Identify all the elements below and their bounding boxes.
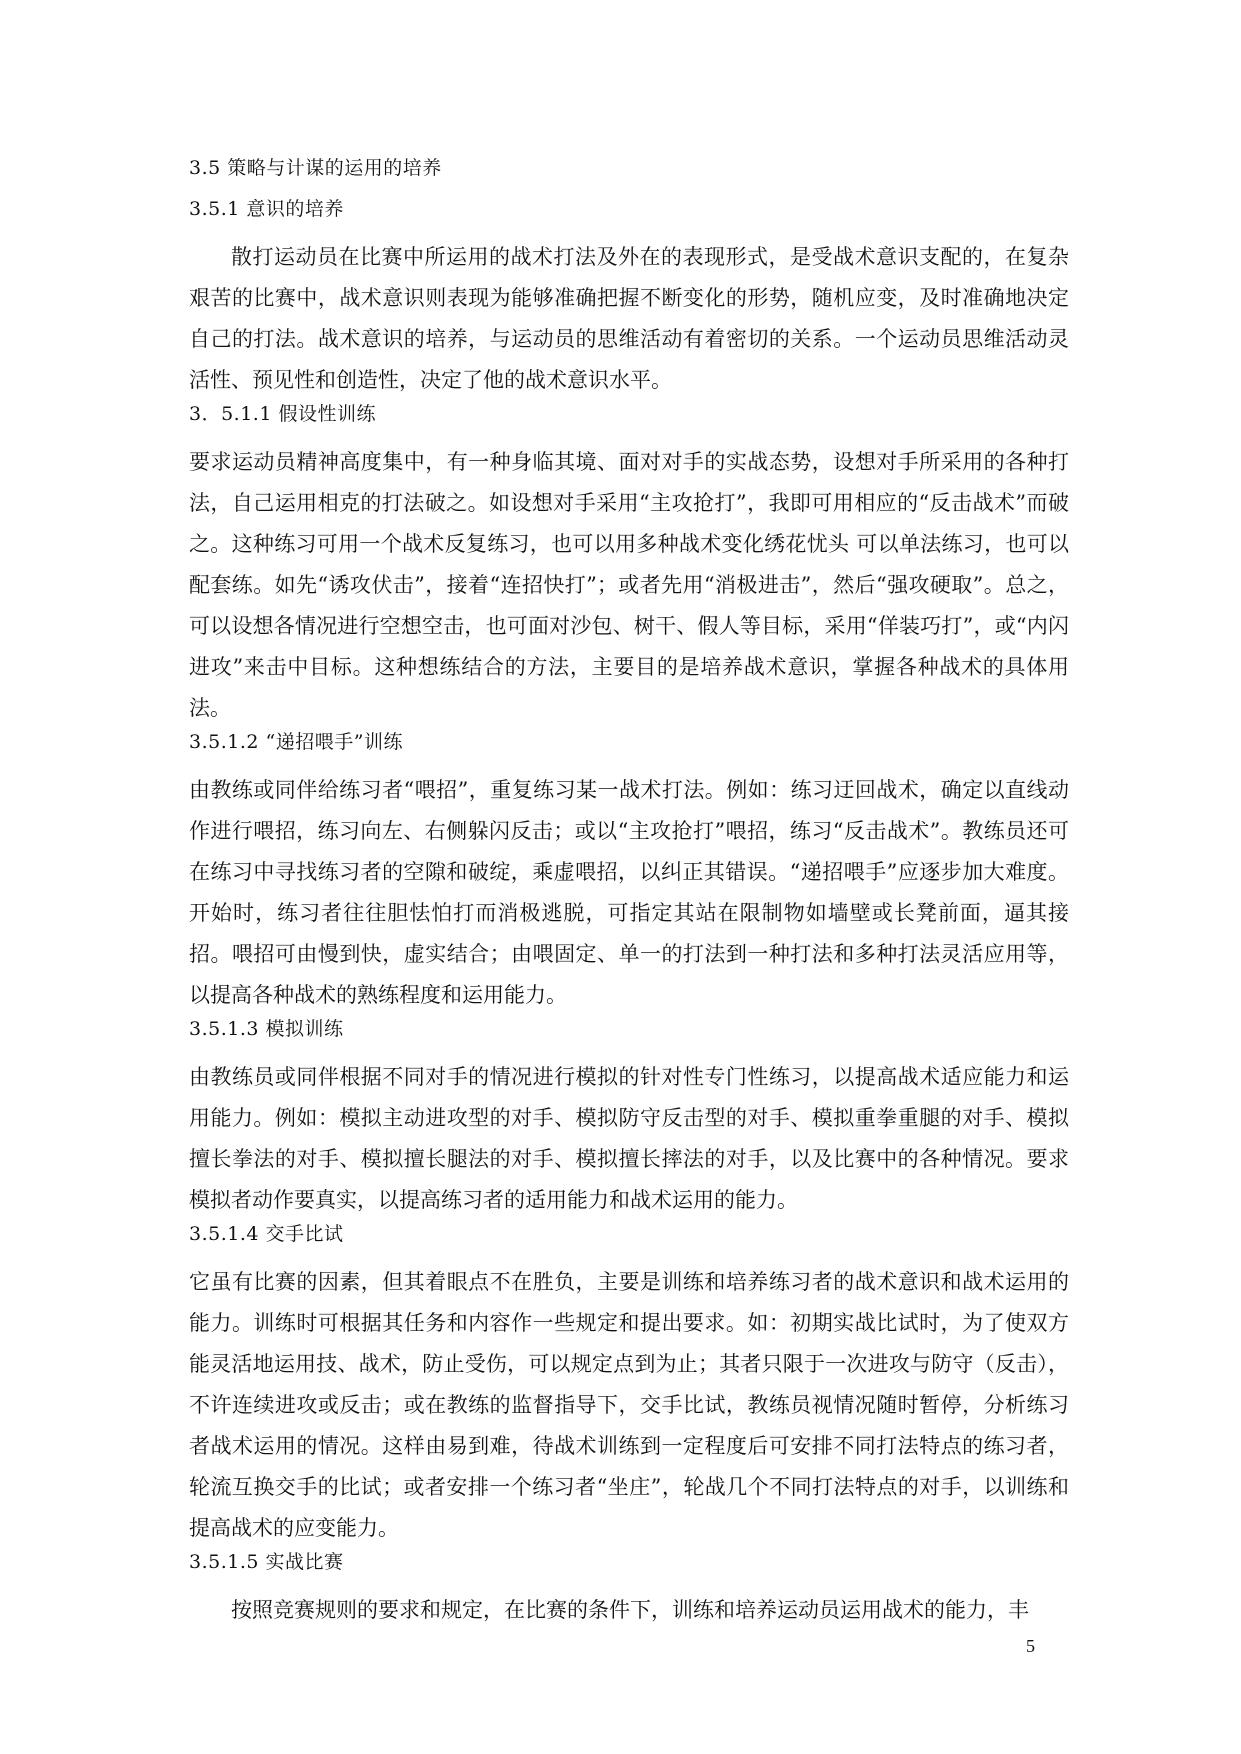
body-paragraph: 要求运动员精神高度集中，有一种身临其境、面对对手的实战态势，设想对手所采用的各种打法，自己运用相克的打法破之。如设想对手采用“主攻抢打”，我即可用相应的“反击战术”而破之。这种练习可用一个战术反复练习，也可以用多种战术变化绣花忧头 可以单法练习，也可以配套练。如先“诱攻伏击”，接着“连招快打”；或者先用“消极进击”，然后“强攻硬取”。总之，可以设想各情况进行空想空击，也可面对沙包、树干、假人等目标，采用“佯装巧打”，或“内闪进攻”来击中目标。这种想练结合的方法，主要目的是培养战术意识，掌握各种战术的具体用法。	[189, 450, 1069, 720]
body-paragraph: 由教练或同伴给练习者“喂招”，重复练习某一战术打法。例如：练习迂回战术，确定以直线动作进行喂招，练习向左、右侧躲闪反击；或以“主攻抢打”喂招，练习“反击战术”。教练员还可在练习中寻找练习者的空隙和破绽，乘虚喂招，以纠正其错误。“递招喂手”应逐步加大难度。开始时，练习者往往胆怯怕打而消极逃脱，可指定其站在限制物如墙壁或长凳前面，逼其接招。喂招可由慢到快，虚实结合；由喂固定、单一的打法到一种打法和多种打法灵活应用等，以提高各种战术的熟练程度和运用能力。	[189, 778, 1069, 1007]
section-heading: 3．5.1.1 假设性训练	[189, 403, 376, 425]
section-heading: 3.5.1.3 模拟训练	[189, 1018, 344, 1040]
page-number: 5	[1026, 1636, 1035, 1656]
section-heading: 3.5.1.5 实战比赛	[189, 1551, 344, 1573]
body-paragraph: 它虽有比赛的因素，但其着眼点不在胜负，主要是训练和培养练习者的战术意识和战术运用的能力。训练时可根据其任务和内容作一些规定和提出要求。如：初期实战比试时，为了使双方能灵活地运用技、战术，防止受伤，可以规定点到为止；其者只限于一次进攻与防守（反击），不许连续进攻或反击；或在教练的监督指导下，交手比试，教练员视情况随时暂停，分析练习者战术运用的情况。这样由易到难，待战术训练到一定程度后可安排不同打法特点的练习者，轮流互换交手的比试；或者安排一个练习者“坐庄”，轮战几个不同打法特点的对手，以训练和提高战术的应变能力。	[189, 1270, 1069, 1540]
body-paragraph: 由教练员或同伴根据不同对手的情况进行模拟的针对性专门性练习，以提高战术适应能力和运用能力。例如：模拟主动进攻型的对手、模拟防守反击型的对手、模拟重拳重腿的对手、模拟擅长拳法的对手、模拟擅长腿法的对手、模拟擅长摔法的对手，以及比赛中的各种情况。要求模拟者动作要真实，以提高练习者的适用能力和战术运用的能力。	[189, 1065, 1069, 1212]
section-heading: 3.5.1.4 交手比试	[189, 1223, 344, 1245]
document-body	[189, 155, 1069, 1631]
body-paragraph: 散打运动员在比赛中所运用的战术打法及外在的表现形式，是受战术意识支配的，在复杂艰苦的比赛中，战术意识则表现为能够准确把握不断变化的形势，随机应变，及时准确地决定自己的打法。战术意识的培养，与运动员的思维活动有着密切的关系。一个运动员思维活动灵活性、预见性和创造性，决定了他的战术意识水平。	[189, 245, 1069, 392]
section-heading: 3.5.1 意识的培养	[189, 198, 344, 220]
section-heading: 3.5 策略与计谋的运用的培养	[189, 157, 442, 179]
section-heading: 3.5.1.2 “递招喂手”训练	[189, 731, 403, 753]
body-paragraph: 按照竞赛规则的要求和规定，在比赛的条件下，训练和培养运动员运用战术的能力，丰	[231, 1598, 1029, 1622]
